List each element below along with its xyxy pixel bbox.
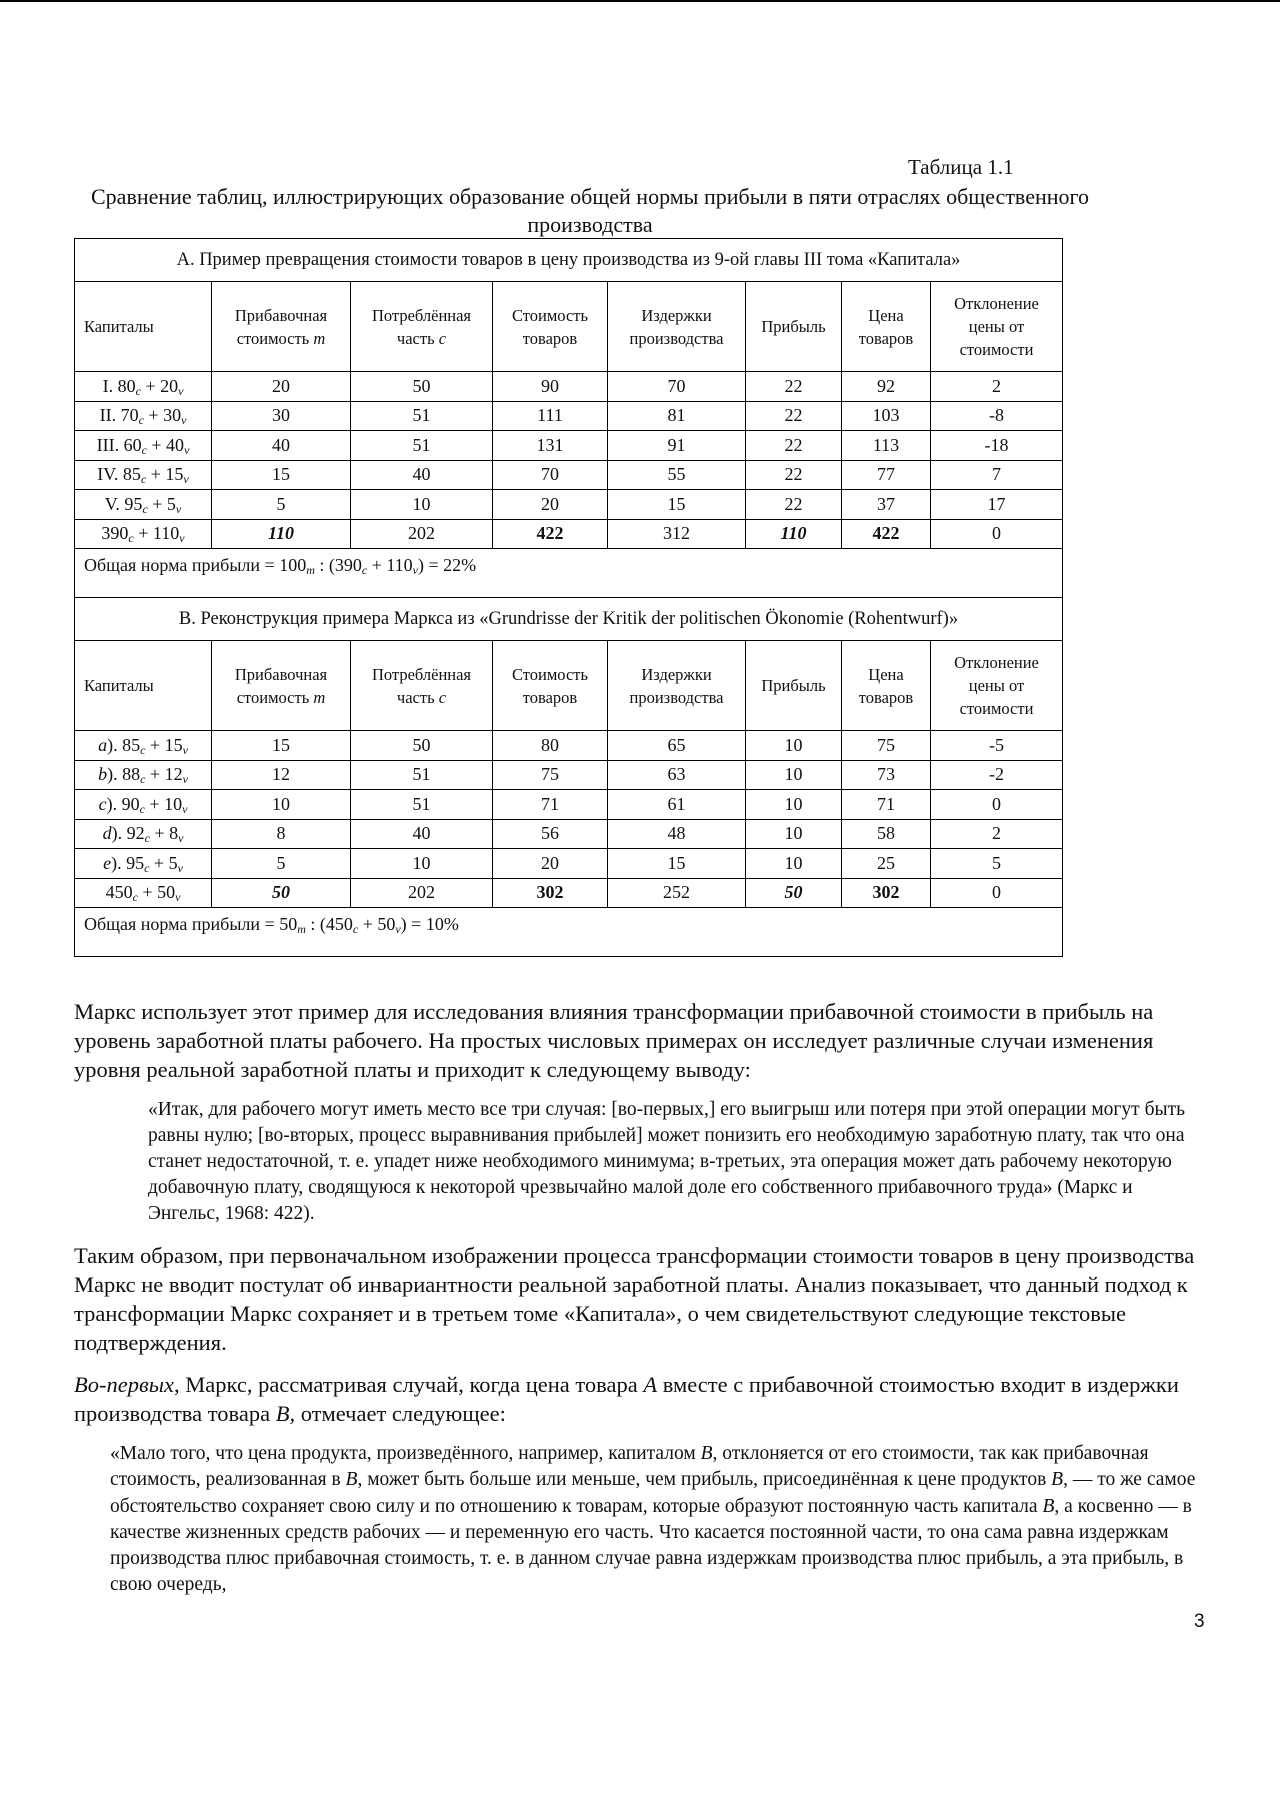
- col-header-capitals: Капиталы: [75, 282, 212, 372]
- cell-price: 71: [842, 790, 931, 820]
- cell-consumed: 50: [351, 372, 493, 402]
- cell-value: 20: [493, 490, 608, 520]
- cell-value: 90: [493, 372, 608, 402]
- cell-price: 422: [842, 519, 931, 549]
- cell-deviation: -5: [931, 731, 1063, 761]
- table-row: [75, 790, 1063, 820]
- table-row: [75, 401, 1063, 431]
- cell-deviation: 7: [931, 460, 1063, 490]
- cell-price: 25: [842, 849, 931, 879]
- cell-value: 131: [493, 431, 608, 461]
- cell-cost: 48: [608, 819, 746, 849]
- capital-cell: $390_c + 110_v$: [75, 519, 212, 549]
- top-border-line: [0, 0, 1280, 2]
- cell-price: 103: [842, 401, 931, 431]
- cell-profit: 22: [746, 460, 842, 490]
- cell-cost: 55: [608, 460, 746, 490]
- table-number: Таблица 1.1: [908, 155, 1014, 179]
- cell-cost: 63: [608, 760, 746, 790]
- cell-value: 20: [493, 849, 608, 879]
- col-header-profit: Прибыль: [746, 641, 842, 731]
- col-header-value: Стоимость товаров: [493, 641, 608, 731]
- col-header-capitals: Капиталы: [75, 641, 212, 731]
- total-row: [75, 878, 1063, 908]
- cell-cost: 252: [608, 878, 746, 908]
- cell-profit: 10: [746, 760, 842, 790]
- capital-cell: b). $88_c + 12_v$: [75, 760, 212, 790]
- cell-surplus: 5: [212, 849, 351, 879]
- cell-surplus: 8: [212, 819, 351, 849]
- page-number: 3: [1194, 1611, 1205, 1632]
- cell-deviation: 0: [931, 519, 1063, 549]
- col-header-deviation: Отклонение цены от стоимости: [931, 282, 1063, 372]
- capital-cell: V. $95_c + 5_v$: [75, 490, 212, 520]
- table-row: [75, 372, 1063, 402]
- capital-cell: IV. $85_c + 15_v$: [75, 460, 212, 490]
- quote-1-text: «Итак, для рабочего могут иметь место все три случая: [во-первых,] его выигрыш или потеря при этой операции могут быть равны нулю; [во-вторых, процесс выравнивания прибылей] может понизить его необходимую заработную плату, так что она станет недостаточной, т. е. упадет ниже необходимого минимума; в-третьих, эта операция может дать рабочему некоторую добавочную плату, сводящуюся к некоторой чрезвычайно малой доле его собственного прибавочного труда» (Маркс и Энгельс, 1968: 422).: [148, 1099, 1186, 1224]
- paragraph-1: Маркс использует этот пример для исследования влияния трансформации прибавочной стоимости в прибыль на уровень заработной платы рабочего. На простых числовых примерах он исследует различные случаи изменения уровня реальной заработной платы и приходит к следующему выводу:: [74, 999, 1154, 1082]
- header-row: [75, 641, 1063, 731]
- cell-profit: 10: [746, 819, 842, 849]
- cell-profit: 10: [746, 849, 842, 879]
- cell-deviation: 0: [931, 878, 1063, 908]
- cell-profit: 110: [746, 519, 842, 549]
- capital-cell: III. $60_c + 40_v$: [75, 431, 212, 461]
- cell-value: 56: [493, 819, 608, 849]
- cell-value: 70: [493, 460, 608, 490]
- col-header-deviation: Отклонение цены от стоимости: [931, 641, 1063, 731]
- cell-cost: 70: [608, 372, 746, 402]
- col-header-profit: Прибыль: [746, 282, 842, 372]
- cell-profit: 10: [746, 731, 842, 761]
- paragraph-3: Во-первых, Маркс, рассматривая случай, когда цена товара A вместе с прибавочной стоимостью входит в издержки производства товара B, отмечает следующее:: [74, 1372, 1179, 1426]
- cell-price: 113: [842, 431, 931, 461]
- cell-deviation: -18: [931, 431, 1063, 461]
- cell-value: 422: [493, 519, 608, 549]
- cell-cost: 81: [608, 401, 746, 431]
- cell-value: 80: [493, 731, 608, 761]
- cell-surplus: 40: [212, 431, 351, 461]
- cell-price: 302: [842, 878, 931, 908]
- col-header-price: Цена товаров: [842, 282, 931, 372]
- capital-cell: II. $70_c + 30_v$: [75, 401, 212, 431]
- cell-value: 75: [493, 760, 608, 790]
- total-row: [75, 519, 1063, 549]
- cell-consumed: 10: [351, 849, 493, 879]
- cell-consumed: 51: [351, 790, 493, 820]
- table-row: [75, 431, 1063, 461]
- table-caption: Сравнение таблиц, иллюстрирующих образование общей нормы прибыли в пяти отраслях общественного производства: [91, 184, 1089, 237]
- quote-1: [112, 1097, 1202, 1227]
- cell-cost: 15: [608, 490, 746, 520]
- cell-consumed: 51: [351, 760, 493, 790]
- cell-profit: 22: [746, 372, 842, 402]
- cell-surplus: 30: [212, 401, 351, 431]
- paragraph-2: Таким образом, при первоначальном изображении процесса трансформации стоимости товаров в цену производства Маркс не вводит постулат об инвариантности реальной заработной платы. Анализ показывает, что данный подход к трансформации Маркс сохраняет и в третьем томе «Капитала», о чем свидетельствуют следующие текстовые подтверждения.: [74, 1243, 1195, 1355]
- cell-deviation: 17: [931, 490, 1063, 520]
- cell-deviation: -2: [931, 760, 1063, 790]
- cell-consumed: 51: [351, 431, 493, 461]
- cell-price: 73: [842, 760, 931, 790]
- table-section-b: [74, 597, 1063, 957]
- col-header-surplus: Прибавочная стоимость m: [212, 641, 351, 731]
- cell-surplus: 15: [212, 460, 351, 490]
- capital-cell: a). $85_c + 15_v$: [75, 731, 212, 761]
- cell-surplus: 15: [212, 731, 351, 761]
- table-row: [75, 731, 1063, 761]
- cell-value: 111: [493, 401, 608, 431]
- capital-cell: $450_c + 50_v$: [75, 878, 212, 908]
- cell-surplus: 50: [212, 878, 351, 908]
- table-row: [75, 819, 1063, 849]
- col-header-surplus: Прибавочная стоимость m: [212, 282, 351, 372]
- cell-surplus: 12: [212, 760, 351, 790]
- col-header-cost: Издержки производства: [608, 641, 746, 731]
- cell-deviation: 2: [931, 372, 1063, 402]
- cell-surplus: 20: [212, 372, 351, 402]
- cell-consumed: 202: [351, 878, 493, 908]
- cell-price: 75: [842, 731, 931, 761]
- cell-profit: 22: [746, 490, 842, 520]
- col-header-cost: Издержки производства: [608, 282, 746, 372]
- cell-value: 71: [493, 790, 608, 820]
- cell-deviation: 5: [931, 849, 1063, 879]
- cell-surplus: 5: [212, 490, 351, 520]
- col-header-consumed: Потреблённая часть c: [351, 282, 493, 372]
- cell-value: 302: [493, 878, 608, 908]
- cell-price: 92: [842, 372, 931, 402]
- cell-profit: 10: [746, 790, 842, 820]
- cell-surplus: 10: [212, 790, 351, 820]
- table-row: [75, 849, 1063, 879]
- cell-consumed: 51: [351, 401, 493, 431]
- table-row: [75, 760, 1063, 790]
- table-section-a: [74, 238, 1063, 598]
- section-b-title: B. Реконструкция примера Маркса из «Grundrisse der Kritik der politischen Ökonomie (Rohentwurf)»: [75, 598, 1063, 641]
- cell-cost: 65: [608, 731, 746, 761]
- cell-cost: 91: [608, 431, 746, 461]
- profit-rate-note: Общая норма прибыли = $50_m$ : $(450_c + 50_v) = 10\%$: [75, 908, 1063, 957]
- cell-profit: 50: [746, 878, 842, 908]
- quote-2-text: «Мало того, что цена продукта, произведённого, например, капиталом B, отклоняется от его стоимости, так как прибавочная стоимость, реализованная в B, может быть больше или меньше, чем прибыль, присоединённая к цене продуктов B, — то же самое обстоятельство сохраняет свою силу и по отношению к товарам, которые образуют постоянную часть капитала B, а косвенно — в качестве жизненных средств рабочих — и переменную его часть. Что касается постоянной части, то она сама равна издержкам производства плюс прибавочная стоимость, т. е. в данном случае равна издержкам производства плюс прибыль, а эта прибыль, в свою очередь,: [110, 1443, 1196, 1596]
- table-row: [75, 490, 1063, 520]
- cell-cost: 312: [608, 519, 746, 549]
- col-header-consumed: Потреблённая часть c: [351, 641, 493, 731]
- cell-price: 37: [842, 490, 931, 520]
- cell-consumed: 40: [351, 819, 493, 849]
- cell-consumed: 202: [351, 519, 493, 549]
- cell-price: 58: [842, 819, 931, 849]
- cell-surplus: 110: [212, 519, 351, 549]
- cell-consumed: 50: [351, 731, 493, 761]
- cell-cost: 15: [608, 849, 746, 879]
- cell-deviation: -8: [931, 401, 1063, 431]
- table-row: [75, 460, 1063, 490]
- section-a-title: А. Пример превращения стоимости товаров в цену производства из 9-ой главы III тома «Капитала»: [75, 239, 1063, 282]
- capital-cell: c). $90_c + 10_v$: [75, 790, 212, 820]
- profit-rate-note: Общая норма прибыли = $100_m$ : $(390_c + 110_v) = 22\%$: [75, 549, 1063, 598]
- quote-2: [74, 1441, 1204, 1599]
- col-header-price: Цена товаров: [842, 641, 931, 731]
- cell-consumed: 10: [351, 490, 493, 520]
- capital-cell: I. $80_c + 20_v$: [75, 372, 212, 402]
- cell-profit: 22: [746, 401, 842, 431]
- cell-profit: 22: [746, 431, 842, 461]
- capital-cell: d). $92_c + 8_v$: [75, 819, 212, 849]
- cell-cost: 61: [608, 790, 746, 820]
- header-row: [75, 282, 1063, 372]
- cell-consumed: 40: [351, 460, 493, 490]
- col-header-value: Стоимость товаров: [493, 282, 608, 372]
- capital-cell: e). $95_c + 5_v$: [75, 849, 212, 879]
- cell-deviation: 0: [931, 790, 1063, 820]
- cell-price: 77: [842, 460, 931, 490]
- cell-deviation: 2: [931, 819, 1063, 849]
